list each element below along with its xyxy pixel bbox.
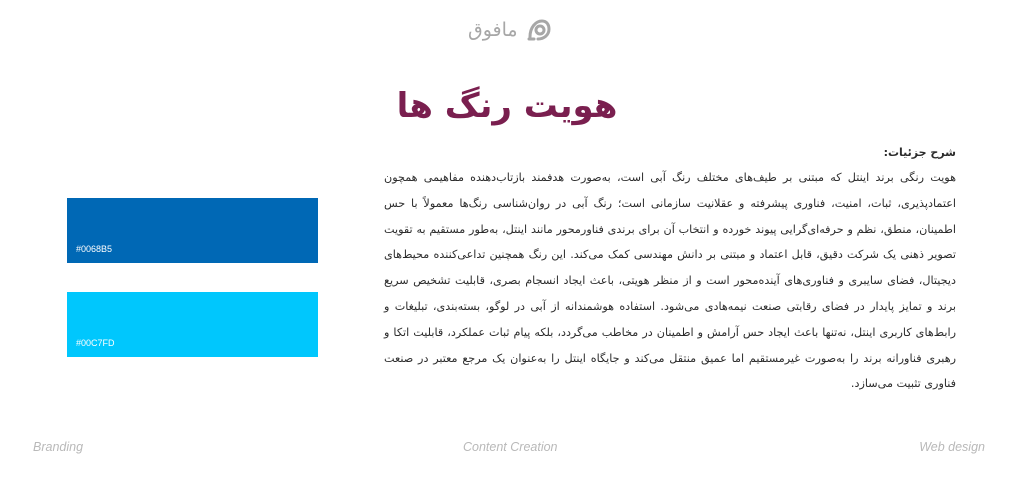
footer-tag-content-creation: Content Creation	[463, 440, 558, 454]
site-logo[interactable]	[468, 16, 552, 44]
details-heading: شرح جزئیات:	[883, 146, 956, 159]
footer-tag-branding: Branding	[33, 440, 84, 454]
logo-text: مافوق	[468, 19, 518, 41]
details-section	[384, 146, 956, 397]
color-code-primary: #0068B5	[76, 244, 113, 254]
footer-tag-web-design: Web design	[919, 440, 985, 454]
mafogh-logo-icon	[524, 16, 552, 44]
color-swatch-primary	[67, 198, 318, 263]
color-swatch-secondary	[67, 292, 318, 357]
color-code-secondary: #00C7FD	[76, 338, 115, 348]
page-title: هویت رنگ ها	[396, 86, 618, 126]
details-body: هویت رنگی برند اینتل که مبتنی بر طیف‌های مختلف رنگ آبی است، به‌صورت هدفمند بازتاب‌دهنده مفاهیمی همچون اعتمادپذیری، ثبات، امنیت، فناوری پیشرفته و عقلانیت سازمانی است؛ رنگ آبی در روان‌شناسی رنگ‌ها معمولاً با حس اطمینان، منطق، نظم و حرفه‌ای‌گرایی پیوند خورده و انتخاب آن برای برندی فناورمحور مانند اینتل، به‌طور مستقیم به تقویت تصویر ذهنی یک شرکت دقیق، قابل اعتماد و مبتنی بر دانش مهندسی کمک می‌کند. این رنگ همچنین تداعی‌کننده محیط‌های دیجیتال، فضای سایبری و فناوری‌های آینده‌محور است و از منظر هویتی، باعث ایجاد انسجام بصری، قابلیت تشخیص سریع برند و تمایز پایدار در فضای رقابتی صنعت نیمه‌هادی می‌شود. استفاده هوشمندانه از آبی در لوگو، بسته‌بندی، تبلیغات و رابط‌های کاربری اینتل، نه‌تنها باعث ایجاد حس آرامش و اطمینان در مخاطب می‌گردد، بلکه پیام ثبات عملکرد، قابلیت اتکا و رهبری فناورانه برند را به‌صورت غیرمستقیم اما عمیق منتقل می‌کند و جایگاه اینتل را به‌عنوان یک مرجع معتبر در صنعت فناوری تثبیت می‌سازد.	[384, 171, 956, 391]
